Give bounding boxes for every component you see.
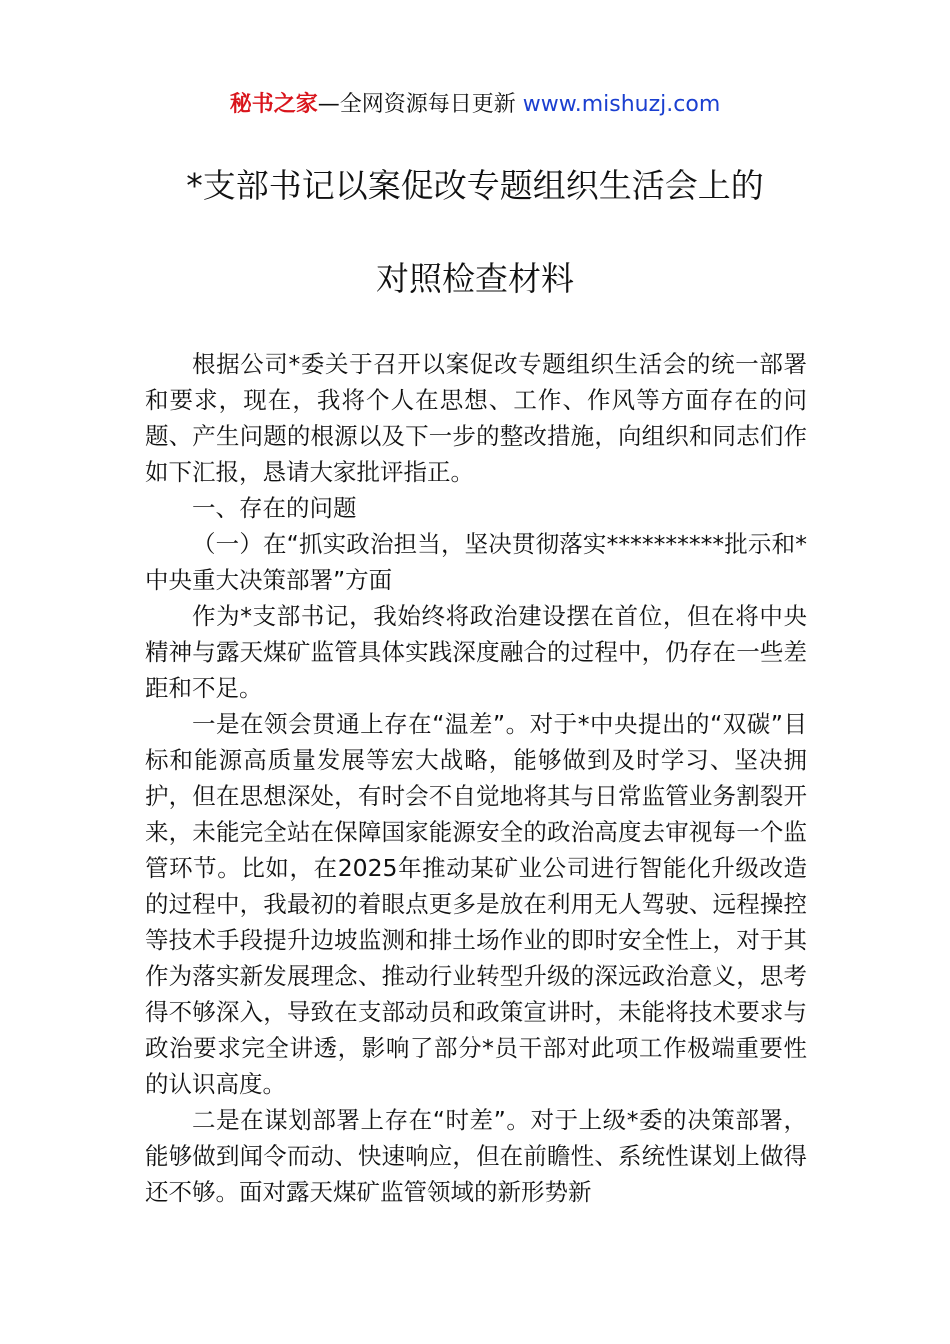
document-title-line-1: *支部书记以案促改专题组织生活会上的 — [186, 166, 764, 205]
document-body — [145, 346, 807, 1210]
header-tagline: —全网资源每日更新 — [317, 92, 523, 117]
paragraph: 作为*支部书记，我始终将政治建设摆在首位，但在将中央精神与露天煤矿监管具体实践深度融合的过程中，仍存在一些差距和不足。 — [145, 602, 807, 702]
section-heading: 一、存在的问题 — [192, 494, 357, 522]
document-title-line-2: 对照检查材料 — [376, 259, 574, 298]
brand-name: 秘书之家 — [229, 92, 318, 117]
site-header — [0, 88, 950, 122]
site-url-link[interactable]: www.mishuzj.com — [522, 92, 721, 117]
paragraph: 二是在谋划部署上存在“时差”。对于上级*委的决策部署，能够做到闻令而动、快速响应，但在前瞻性、系统性谋划上做得还不够。面对露天煤矿监管领域的新形势新 — [145, 1106, 807, 1206]
paragraph-intro: 根据公司*委关于召开以案促改专题组织生活会的统一部署和要求，现在，我将个人在思想、工作、作风等方面存在的问题、产生问题的根源以及下一步的整改措施，向组织和同志们作如下汇报，恳请大家批评指正。 — [145, 350, 807, 486]
subsection-heading: （一）在“抓实政治担当，坚决贯彻落实**********批示和*中央重大决策部署”方面 — [145, 530, 807, 594]
paragraph: 一是在领会贯通上存在“温差”。对于*中央提出的“双碳”目标和能源高质量发展等宏大战略，能够做到及时学习、坚决拥护，但在思想深处，有时会不自觉地将其与日常监管业务割裂开来，未能完全站在保障国家能源安全的政治高度去审视每一个监管环节。比如，在2025年推动某矿业公司进行智能化升级改造的过程中，我最初的着眼点更多是放在利用无人驾驶、远程操控等技术手段提升边坡监测和排土场作业的即时安全性上，对于其作为落实新发展理念、推动行业转型升级的深远政治意义，思考得不够深入，导致在支部动员和政策宣讲时，未能将技术要求与政治要求完全讲透，影响了部分*员干部对此项工作极端重要性的认识高度。 — [145, 710, 807, 1098]
